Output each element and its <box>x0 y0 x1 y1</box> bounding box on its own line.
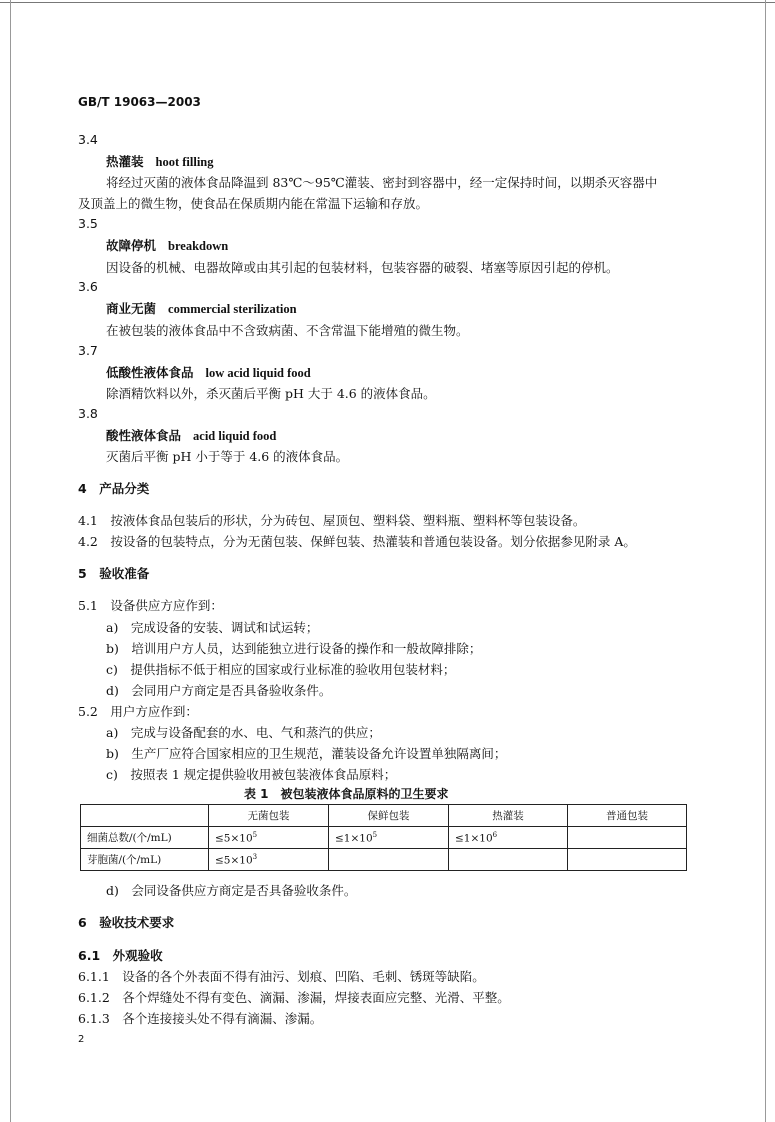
list-item: d) 会同设备供应方商定是否具备验收条件。 <box>106 883 357 898</box>
table-cell <box>568 827 687 849</box>
clause-text: 6.1.3 各个连接接头处不得有滴漏、渗漏。 <box>78 1011 323 1026</box>
table-cell: $\le 5\times 10^3$ <box>209 849 329 871</box>
table-header-cell: 普通包装 <box>568 805 687 827</box>
term-title: 故障停机 breakdown <box>106 238 229 253</box>
list-item: c) 提供指标不低于相应的国家或行业标准的验收用包装材料； <box>106 662 456 677</box>
term-title: 低酸性液体食品 low acid liquid food <box>106 365 311 380</box>
clause-text: 4.2 按设备的包装特点，分为无菌包装、保鲜包装、热灌装和普通包装设备。划分依据参见附录 A。 <box>78 534 636 549</box>
table-cell: $\le 5\times 10^5$ <box>209 827 329 849</box>
list-item: b) 生产厂应符合国家相应的卫生规范，灌装设备允许设置单独隔离间； <box>106 746 507 761</box>
clause-number: 3.6 <box>78 279 98 294</box>
section-heading: 6 验收技术要求 <box>78 915 175 930</box>
scan-border-left <box>10 0 11 1122</box>
term-title: 商业无菌 commercial sterilization <box>106 301 297 316</box>
table-cell: $\le 1\times 10^5$ <box>329 827 449 849</box>
clause-text: 6.1.2 各个焊缝处不得有变色、滴漏、渗漏，焊接表面应完整、光滑、平整。 <box>78 990 510 1005</box>
scan-border-right <box>765 0 766 1122</box>
table-row <box>81 827 687 849</box>
section-heading: 5 验收准备 <box>78 566 150 581</box>
list-item: c) 按照表 1 规定提供验收用被包装液体食品原料； <box>106 767 397 782</box>
table-header-row <box>81 805 687 827</box>
clause-number: 3.5 <box>78 216 98 231</box>
standard-number: GB/T 19063—2003 <box>78 95 201 109</box>
section-heading: 4 产品分类 <box>78 481 150 496</box>
clause-text: 5.1 设备供应方应作到： <box>78 598 223 613</box>
table-header-cell: 热灌装 <box>449 805 568 827</box>
clause-number: 3.7 <box>78 343 98 358</box>
term-title: 酸性液体食品 acid liquid food <box>106 428 277 443</box>
clause-text: 4.1 按液体食品包装后的形状，分为砖包、屋顶包、塑料袋、塑料瓶、塑料杯等包装设备。 <box>78 513 586 528</box>
clause-number: 3.4 <box>78 132 98 147</box>
table-header-cell: 保鲜包装 <box>329 805 449 827</box>
clause-number: 3.8 <box>78 406 98 421</box>
definition-text: 将经过灭菌的液体食品降温到 83℃～95℃灌装、密封到容器中，经一定保持时间，以期杀灭容器中 <box>106 175 658 190</box>
definition-text: 及顶盖上的微生物，使食品在保质期内能在常温下运输和存放。 <box>78 196 429 211</box>
definition-text: 灭菌后平衡 pH 小于等于 4.6 的液体食品。 <box>106 449 349 464</box>
page-number: 2 <box>78 1034 85 1045</box>
subsection-heading: 6.1 外观验收 <box>78 948 163 963</box>
scan-border-top <box>0 2 775 3</box>
definition-text: 除酒精饮料以外，杀灭菌后平衡 pH 大于 4.6 的液体食品。 <box>106 386 436 401</box>
table-caption: 表 1 被包装液体食品原料的卫生要求 <box>244 787 449 801</box>
table-cell: $\le 1\times 10^6$ <box>449 827 568 849</box>
table-row <box>81 849 687 871</box>
hygiene-requirements-table <box>80 804 687 871</box>
table-header-cell <box>81 805 209 827</box>
list-item: b) 培训用户方人员，达到能独立进行设备的操作和一般故障排除； <box>106 641 482 656</box>
list-item: a) 完成与设备配套的水、电、气和蒸汽的供应； <box>106 725 381 740</box>
table-cell <box>329 849 449 871</box>
table-cell <box>568 849 687 871</box>
table-cell <box>449 849 568 871</box>
list-item: a) 完成设备的安装、调试和试运转； <box>106 620 319 635</box>
list-item: d) 会同用户方商定是否具备验收条件。 <box>106 683 332 698</box>
clause-text: 6.1.1 设备的各个外表面不得有油污、划痕、凹陷、毛刺、锈斑等缺陷。 <box>78 969 485 984</box>
table-row-label: 芽胞菌/(个/mL) <box>81 849 209 871</box>
clause-text: 5.2 用户方应作到： <box>78 704 198 719</box>
definition-text: 因设备的机械、电器故障或由其引起的包装材料，包装容器的破裂、堵塞等原因引起的停机。 <box>106 260 619 275</box>
term-title: 热灌装 hoot filling <box>106 154 214 169</box>
definition-text: 在被包装的液体食品中不含致病菌、不含常温下能增殖的微生物。 <box>106 323 469 338</box>
table-row-label: 细菌总数/(个/mL) <box>81 827 209 849</box>
table-header-cell: 无菌包装 <box>209 805 329 827</box>
